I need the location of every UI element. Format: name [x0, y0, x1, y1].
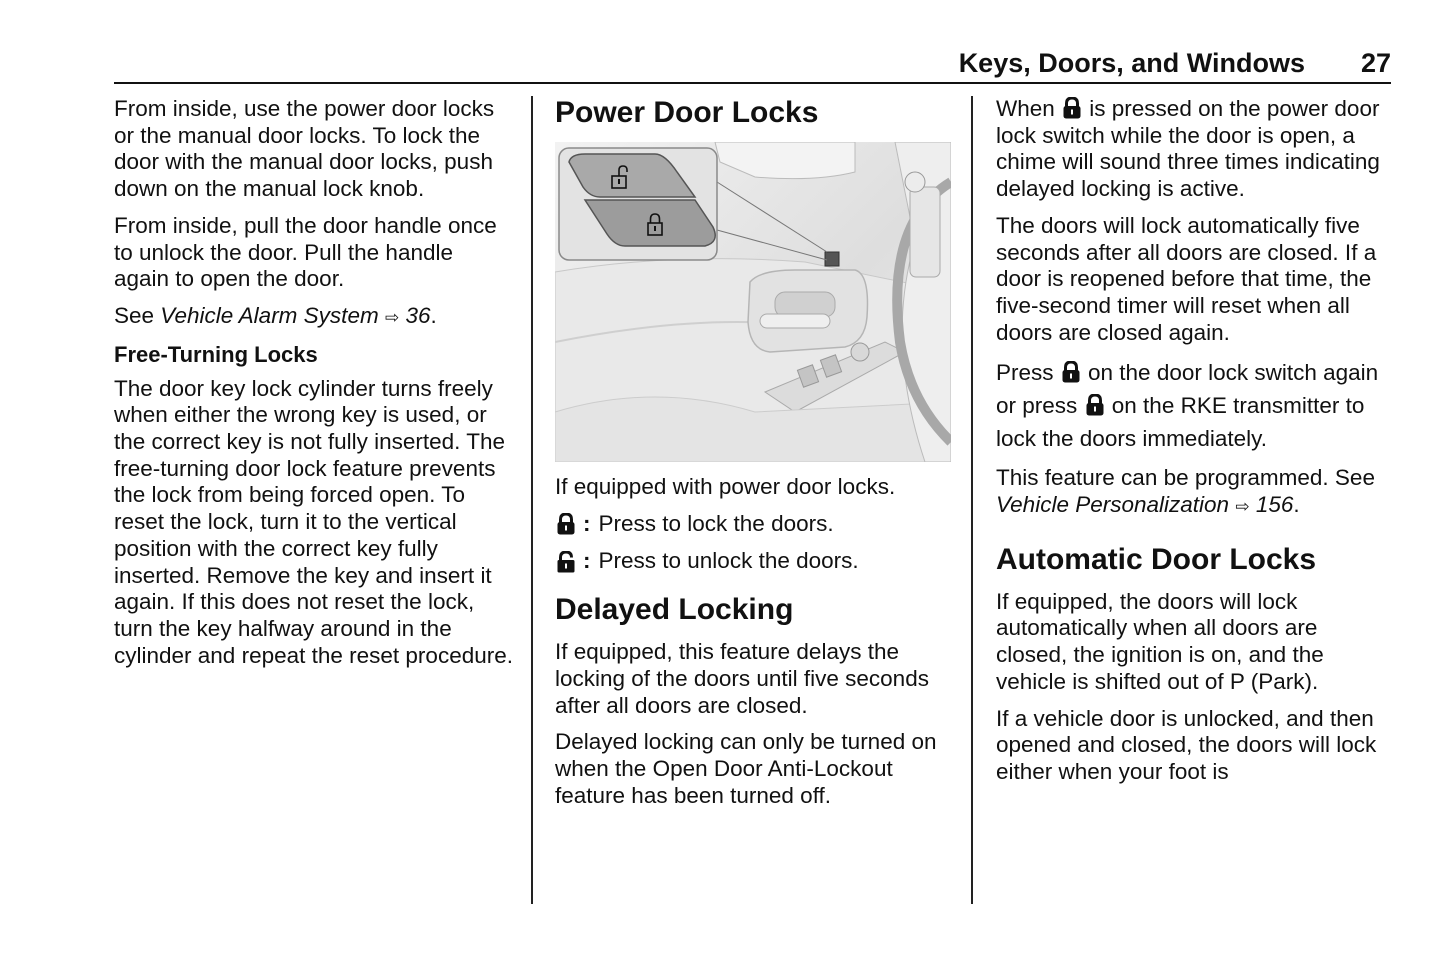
- chapter-title: Keys, Doors, and Windows: [958, 48, 1305, 78]
- paragraph: The door key lock cylinder turns freely when either the wrong key is used, or the correct key is not fully inserted. The free-turning door lock feature prevents the lock from being forced open. To reset the lock, turn it to the vertical position with the correct key fully inserted. Remove the key and insert it again. If this does not reset the lock, turn the key halfway around in the cylinder and repeat the reset procedure.: [114, 375, 513, 668]
- column-1: [114, 96, 514, 679]
- column-divider: [971, 96, 973, 904]
- page-number: 27: [1360, 48, 1391, 78]
- paragraph: If a vehicle door is unlocked, and then opened and closed, the doors will lock either when your foot is: [996, 705, 1377, 784]
- section-heading: Delayed Locking: [555, 593, 794, 627]
- paragraph: The doors will lock automatically five seconds after all doors are closed. If a door is reopened before that time, the five-second timer will reset when all doors are closed again.: [996, 212, 1377, 345]
- door-panel-figure: [555, 142, 951, 462]
- paragraph: When is pressed on the power door lock switch while the door is open, a chime will sound three times indicating delayed locking is active.: [996, 96, 1380, 202]
- paragraph: If equipped, this feature delays the locking of the doors until five seconds after all doors are closed.: [555, 639, 929, 718]
- lock-closed-icon: [557, 513, 575, 535]
- legend-lock: : Press to lock the doors.: [555, 511, 955, 538]
- legend-unlock: : Press to unlock the doors.: [555, 548, 955, 575]
- xref-link[interactable]: Vehicle Alarm System: [160, 302, 379, 328]
- section-heading: Power Door Locks: [555, 96, 819, 129]
- page-header: [114, 44, 1391, 84]
- paragraph: If equipped, the doors will lock automatically when all doors are closed, the ignition is on, and the vehicle is shifted out of P (Park).: [996, 588, 1324, 694]
- column-2: [555, 96, 955, 819]
- paragraph: From inside, pull the door handle once to unlock the door. Pull the handle again to open the door.: [114, 212, 497, 292]
- cross-reference: This feature can be programmed. See Vehicle Personalization ⇨ 156.: [996, 465, 1375, 518]
- paragraph: Delayed locking can only be turned on when the Open Door Anti-Lockout feature has been turned off.: [555, 729, 937, 808]
- lock-closed-icon: [1062, 359, 1080, 381]
- lock-open-icon: [557, 551, 575, 573]
- door-panel-illustration: [555, 142, 951, 462]
- paragraph: Press on the door lock switch again or press on the RKE transmitter to lock the doors immediately.: [996, 360, 1379, 452]
- arrow-right-icon: ⇨: [384, 307, 400, 327]
- arrow-right-icon: ⇨: [1235, 497, 1250, 517]
- cross-reference: See Vehicle Alarm System ⇨ 36.: [114, 302, 437, 328]
- xref-page[interactable]: 156: [1255, 492, 1294, 518]
- paragraph: From inside, use the power door locks or the manual door locks. To lock the door with the manual door locks, push down on the manual lock knob.: [114, 96, 495, 202]
- lock-closed-icon: [1086, 392, 1104, 414]
- column-3: [996, 96, 1391, 796]
- section-heading: Automatic Door Locks: [996, 542, 1317, 576]
- xref-page[interactable]: 36: [405, 302, 431, 328]
- column-divider: [531, 96, 533, 904]
- paragraph: If equipped with power door locks.: [555, 474, 896, 499]
- subheading: Free-Turning Locks: [114, 341, 318, 367]
- xref-link[interactable]: Vehicle Personalization: [996, 492, 1230, 518]
- lock-closed-icon: [1063, 97, 1081, 119]
